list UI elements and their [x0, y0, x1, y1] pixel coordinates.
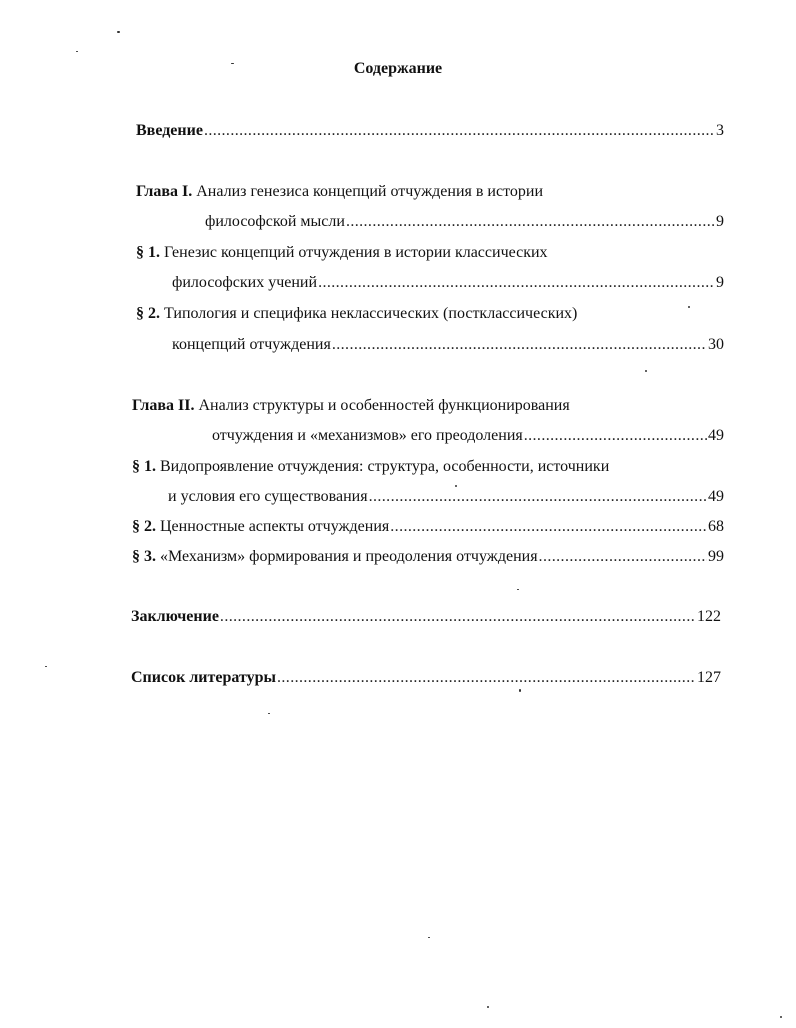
scan-speck — [76, 51, 78, 52]
page-title: Содержание — [353, 60, 443, 77]
toc-page-number: 99 — [708, 548, 724, 565]
toc-chapter-1-continuation[interactable] — [205, 211, 724, 233]
toc-section-1-1-continuation[interactable] — [172, 272, 724, 294]
toc-section-1-1[interactable] — [136, 242, 548, 264]
scan-speck — [645, 370, 647, 372]
chapter-title: Анализ структуры и особенностей функционирования — [198, 397, 570, 414]
dot-leader — [318, 272, 715, 294]
section-title-cont: и условия его существования — [168, 488, 368, 505]
toc-page-number: 68 — [708, 518, 724, 535]
dot-leader — [220, 606, 696, 628]
section-title: Ценностные аспекты отчуждения — [160, 518, 390, 535]
toc-section-2-3[interactable] — [132, 546, 724, 568]
scan-speck — [428, 937, 430, 938]
toc-page-number: 9 — [716, 274, 724, 291]
scan-speck — [268, 713, 270, 714]
toc-entry-references[interactable] — [131, 667, 721, 689]
dot-leader — [204, 120, 715, 142]
section-title: Типология и специфика неклассических (постклассических) — [164, 305, 578, 322]
toc-page-number: 3 — [716, 122, 724, 139]
section-title-cont: философских учений — [172, 274, 318, 291]
section-prefix: § 2. — [136, 305, 160, 322]
chapter-prefix: Глава I. — [136, 183, 193, 200]
toc-section-2-1[interactable] — [132, 456, 609, 478]
section-prefix: § 3. — [132, 548, 156, 565]
section-prefix: § 1. — [132, 458, 156, 475]
toc-entry-introduction[interactable] — [136, 120, 724, 142]
scan-speck — [517, 589, 519, 590]
toc-page-number: 127 — [697, 669, 721, 686]
section-prefix: § 2. — [132, 518, 156, 535]
scan-speck — [45, 666, 47, 667]
scan-speck — [117, 31, 120, 33]
dot-leader — [277, 667, 696, 689]
toc-entry-conclusion[interactable] — [131, 606, 721, 628]
toc-section-1-2[interactable] — [136, 303, 577, 325]
toc-page-number: 49 — [708, 427, 724, 444]
dot-leader — [346, 211, 715, 233]
dot-leader — [539, 546, 707, 568]
chapter-title-cont: отчуждения и «механизмов» его преодоления — [212, 427, 523, 444]
toc-label: Заключение — [131, 608, 219, 625]
dot-leader — [369, 486, 707, 508]
chapter-title: Анализ генезиса концепций отчуждения в истории — [196, 183, 543, 200]
dot-leader — [390, 516, 707, 538]
toc-section-2-1-continuation[interactable] — [168, 486, 724, 508]
toc-page-number: 49 — [708, 488, 724, 505]
section-entry-text — [132, 546, 538, 568]
scan-speck — [231, 63, 234, 64]
scan-speck — [487, 1006, 489, 1008]
toc-section-2-2[interactable] — [132, 516, 724, 538]
section-entry-text — [132, 516, 389, 538]
dot-leader — [524, 425, 707, 447]
toc-chapter-2-heading[interactable] — [132, 395, 570, 417]
toc-chapter-1-heading[interactable] — [136, 181, 543, 203]
toc-section-1-2-continuation[interactable] — [172, 334, 724, 356]
toc-page-number: 30 — [708, 336, 724, 353]
scan-speck — [688, 306, 690, 308]
dot-leader — [332, 334, 707, 356]
section-title: Генезис концепций отчуждения в истории классических — [164, 244, 548, 261]
toc-page-number: 122 — [697, 608, 721, 625]
toc-label: Список литературы — [131, 669, 276, 686]
section-prefix: § 1. — [136, 244, 160, 261]
scan-speck — [455, 485, 457, 487]
section-title-cont: концепций отчуждения — [172, 336, 331, 353]
section-title: Видопроявление отчуждения: структура, особенности, источники — [160, 458, 610, 475]
scan-speck — [519, 689, 521, 692]
section-title: «Механизм» формирования и преодоления отчуждения — [160, 548, 538, 565]
chapter-title-cont: философской мысли — [205, 213, 345, 230]
toc-label: Введение — [136, 122, 203, 139]
chapter-prefix: Глава II. — [132, 397, 195, 414]
toc-page-number: 9 — [716, 213, 724, 230]
scan-speck — [780, 1016, 782, 1018]
toc-chapter-2-continuation[interactable] — [212, 425, 724, 447]
